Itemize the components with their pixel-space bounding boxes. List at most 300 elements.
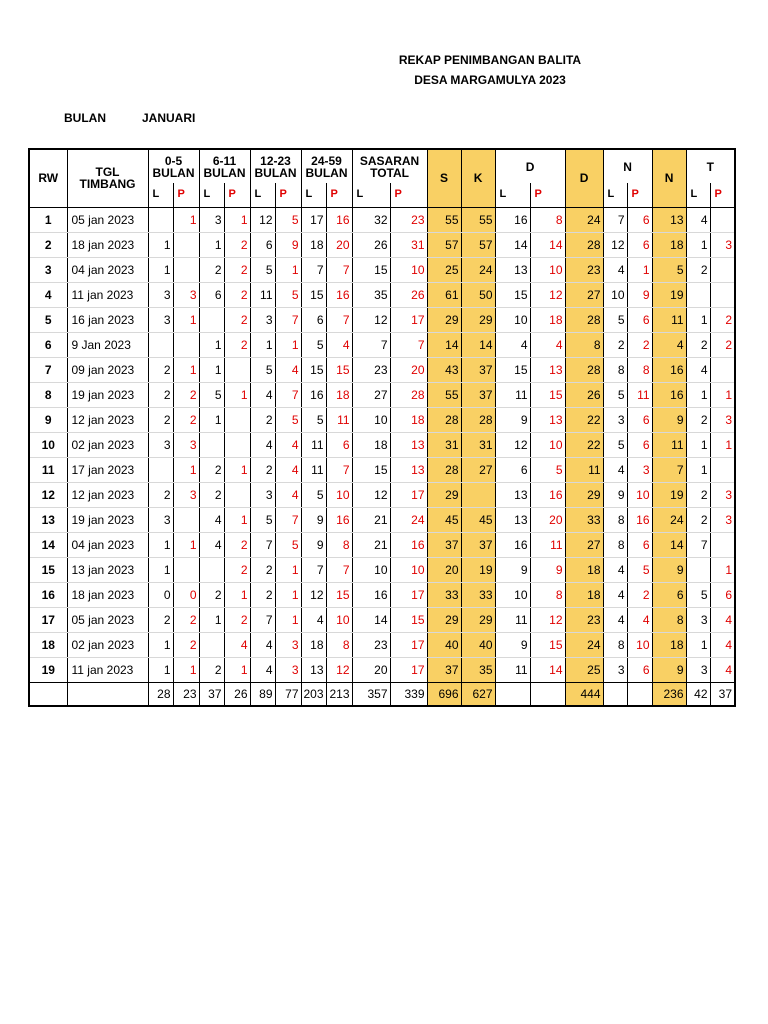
cell-b611l: 4	[199, 507, 224, 532]
cell-b2459l: 7	[301, 557, 326, 582]
cell-b2459p: 20	[326, 232, 352, 257]
cell-rw: 6	[29, 332, 67, 357]
cell-d: 33	[565, 507, 603, 532]
subheader-6-11-l: L	[199, 183, 224, 207]
cell-n: 18	[652, 232, 686, 257]
cell-rw: 14	[29, 532, 67, 557]
cell-tp	[710, 257, 735, 282]
cell-dp: 20	[530, 507, 565, 532]
cell-s: 28	[427, 407, 461, 432]
cell-rw: 19	[29, 657, 67, 682]
total-tp: 37	[710, 682, 735, 706]
cell-b611l: 1	[199, 332, 224, 357]
cell-b611l	[199, 307, 224, 332]
subheader-24-59-p: P	[326, 183, 352, 207]
cell-b1223p: 1	[275, 607, 301, 632]
cell-b611p	[224, 482, 250, 507]
subheader-d-l: L	[495, 183, 530, 207]
cell-tgl: 19 jan 2023	[67, 382, 148, 407]
cell-b05l: 1	[148, 657, 173, 682]
cell-tl: 2	[686, 332, 710, 357]
cell-k: 50	[461, 282, 495, 307]
cell-tp	[710, 282, 735, 307]
cell-s: 25	[427, 257, 461, 282]
cell-b05l: 2	[148, 407, 173, 432]
cell-b611l: 1	[199, 607, 224, 632]
cell-b05l: 0	[148, 582, 173, 607]
cell-b1223l: 3	[250, 482, 275, 507]
cell-b611l	[199, 557, 224, 582]
cell-b611p: 2	[224, 282, 250, 307]
cell-rw: 9	[29, 407, 67, 432]
cell-sasp: 16	[390, 532, 427, 557]
cell-sasl: 12	[352, 482, 390, 507]
cell-tp	[710, 207, 735, 232]
header-0-5-bulan: 0-5 BULAN	[148, 149, 199, 183]
cell-nl: 4	[603, 457, 627, 482]
cell-k: 19	[461, 557, 495, 582]
cell-b611p: 2	[224, 332, 250, 357]
cell-sasl: 10	[352, 407, 390, 432]
cell-n: 9	[652, 407, 686, 432]
cell-tgl: 16 jan 2023	[67, 307, 148, 332]
cell-n: 13	[652, 207, 686, 232]
cell-k: 29	[461, 607, 495, 632]
cell-np: 10	[627, 482, 652, 507]
cell-n: 5	[652, 257, 686, 282]
cell-b611l: 4	[199, 532, 224, 557]
cell-b611p: 2	[224, 257, 250, 282]
cell-tgl: 17 jan 2023	[67, 457, 148, 482]
cell-b2459p: 11	[326, 407, 352, 432]
header-d: D	[565, 149, 603, 207]
cell-s: 33	[427, 582, 461, 607]
cell-sasl: 12	[352, 307, 390, 332]
cell-sasl: 23	[352, 632, 390, 657]
cell-tp: 4	[710, 632, 735, 657]
cell-b1223p: 5	[275, 407, 301, 432]
cell-sasp: 13	[390, 457, 427, 482]
cell-b611p: 2	[224, 532, 250, 557]
cell-dp: 15	[530, 382, 565, 407]
total-b2459p: 213	[326, 682, 352, 706]
cell-b2459l: 5	[301, 332, 326, 357]
cell-tl: 1	[686, 457, 710, 482]
cell-dp: 18	[530, 307, 565, 332]
cell-tl: 2	[686, 407, 710, 432]
cell-tl: 2	[686, 482, 710, 507]
cell-b05l: 3	[148, 307, 173, 332]
cell-b05p: 1	[173, 532, 199, 557]
cell-dp: 14	[530, 232, 565, 257]
cell-b05p: 1	[173, 457, 199, 482]
cell-rw: 3	[29, 257, 67, 282]
cell-b2459p: 7	[326, 557, 352, 582]
cell-b05l: 1	[148, 632, 173, 657]
subheader-n-p: P	[627, 183, 652, 207]
cell-n: 11	[652, 432, 686, 457]
cell-s: 55	[427, 382, 461, 407]
cell-k: 55	[461, 207, 495, 232]
cell-d: 27	[565, 282, 603, 307]
cell-k: 31	[461, 432, 495, 457]
subheader-sasaran-p: P	[390, 183, 427, 207]
cell-b05p: 2	[173, 382, 199, 407]
cell-b1223l: 5	[250, 357, 275, 382]
cell-b611l: 2	[199, 657, 224, 682]
cell-b1223p: 9	[275, 232, 301, 257]
cell-k	[461, 482, 495, 507]
cell-dl: 14	[495, 232, 530, 257]
cell-b1223p: 5	[275, 532, 301, 557]
cell-b1223p: 1	[275, 332, 301, 357]
cell-rw: 1	[29, 207, 67, 232]
cell-dl: 13	[495, 257, 530, 282]
cell-b2459p: 6	[326, 432, 352, 457]
cell-b1223l: 1	[250, 332, 275, 357]
cell-sasl: 15	[352, 257, 390, 282]
cell-tp	[710, 532, 735, 557]
cell-d: 23	[565, 607, 603, 632]
cell-sasl: 35	[352, 282, 390, 307]
cell-k: 37	[461, 382, 495, 407]
cell-tl: 2	[686, 257, 710, 282]
header-tgl-timbang: TGL TIMBANG	[67, 149, 148, 207]
cell-b2459p: 10	[326, 482, 352, 507]
cell-sasp: 17	[390, 632, 427, 657]
cell-dl: 15	[495, 282, 530, 307]
cell-nl: 4	[603, 582, 627, 607]
cell-n: 24	[652, 507, 686, 532]
cell-b05l: 2	[148, 382, 173, 407]
cell-np: 16	[627, 507, 652, 532]
cell-b2459p: 8	[326, 632, 352, 657]
cell-d: 28	[565, 232, 603, 257]
total-dp	[530, 682, 565, 706]
cell-b1223l: 7	[250, 607, 275, 632]
cell-b1223p: 3	[275, 657, 301, 682]
cell-dl: 9	[495, 557, 530, 582]
cell-s: 37	[427, 657, 461, 682]
cell-b1223p: 1	[275, 557, 301, 582]
cell-rw: 4	[29, 282, 67, 307]
cell-sasp: 17	[390, 657, 427, 682]
table-row	[29, 307, 735, 332]
cell-k: 57	[461, 232, 495, 257]
cell-b2459l: 11	[301, 457, 326, 482]
cell-np: 6	[627, 307, 652, 332]
cell-k: 35	[461, 657, 495, 682]
cell-np: 6	[627, 657, 652, 682]
cell-d: 24	[565, 207, 603, 232]
cell-tgl: 04 jan 2023	[67, 532, 148, 557]
cell-b611p: 4	[224, 632, 250, 657]
cell-b05p: 1	[173, 657, 199, 682]
cell-sasp: 24	[390, 507, 427, 532]
cell-tp: 6	[710, 582, 735, 607]
cell-nl: 2	[603, 332, 627, 357]
cell-tgl: 02 jan 2023	[67, 632, 148, 657]
cell-dl: 11	[495, 657, 530, 682]
cell-nl: 12	[603, 232, 627, 257]
cell-nl: 3	[603, 407, 627, 432]
cell-rw: 5	[29, 307, 67, 332]
cell-nl: 4	[603, 557, 627, 582]
cell-b2459l: 5	[301, 407, 326, 432]
cell-nl: 9	[603, 482, 627, 507]
cell-k: 29	[461, 307, 495, 332]
cell-nl: 4	[603, 257, 627, 282]
cell-b2459l: 13	[301, 657, 326, 682]
cell-rw: 10	[29, 432, 67, 457]
cell-tl: 4	[686, 207, 710, 232]
cell-b1223p: 4	[275, 457, 301, 482]
cell-dp: 8	[530, 207, 565, 232]
cell-k: 27	[461, 457, 495, 482]
table-row	[29, 657, 735, 682]
cell-b2459l: 15	[301, 282, 326, 307]
cell-b1223p: 4	[275, 357, 301, 382]
subheader-0-5-l: L	[148, 183, 173, 207]
cell-b2459l: 7	[301, 257, 326, 282]
cell-tl: 5	[686, 582, 710, 607]
cell-dl: 10	[495, 582, 530, 607]
cell-n: 8	[652, 607, 686, 632]
cell-b05p: 1	[173, 207, 199, 232]
cell-np: 11	[627, 382, 652, 407]
cell-sasp: 23	[390, 207, 427, 232]
cell-sasp: 17	[390, 307, 427, 332]
header-rw: RW	[29, 149, 67, 207]
cell-b2459p: 8	[326, 532, 352, 557]
cell-tp: 3	[710, 232, 735, 257]
table-row	[29, 607, 735, 632]
cell-s: 61	[427, 282, 461, 307]
cell-b611p: 1	[224, 507, 250, 532]
cell-dl: 13	[495, 507, 530, 532]
cell-sasp: 10	[390, 557, 427, 582]
month-value: JANUARI	[142, 111, 196, 125]
cell-tl: 4	[686, 357, 710, 382]
total-k: 627	[461, 682, 495, 706]
cell-b611p: 1	[224, 457, 250, 482]
cell-tp	[710, 357, 735, 382]
weighing-recap-table	[28, 148, 736, 707]
cell-s: 40	[427, 632, 461, 657]
cell-b2459p: 7	[326, 257, 352, 282]
cell-tl: 3	[686, 657, 710, 682]
cell-sasl: 18	[352, 432, 390, 457]
cell-b05p	[173, 257, 199, 282]
cell-np: 6	[627, 532, 652, 557]
cell-k: 28	[461, 407, 495, 432]
cell-b05p: 3	[173, 282, 199, 307]
cell-np: 3	[627, 457, 652, 482]
cell-dl: 10	[495, 307, 530, 332]
total-b2459l: 203	[301, 682, 326, 706]
cell-b05l	[148, 332, 173, 357]
cell-tp: 1	[710, 382, 735, 407]
subheader-12-23-l: L	[250, 183, 275, 207]
cell-b1223l: 7	[250, 532, 275, 557]
total-b05p: 23	[173, 682, 199, 706]
cell-b611l: 2	[199, 457, 224, 482]
cell-np: 8	[627, 357, 652, 382]
cell-dl: 9	[495, 632, 530, 657]
cell-tgl: 02 jan 2023	[67, 432, 148, 457]
cell-sasp: 26	[390, 282, 427, 307]
cell-sasl: 23	[352, 357, 390, 382]
cell-sasl: 26	[352, 232, 390, 257]
cell-b05p: 2	[173, 607, 199, 632]
cell-d: 28	[565, 307, 603, 332]
cell-np: 6	[627, 432, 652, 457]
cell-tp: 3	[710, 507, 735, 532]
table-row	[29, 507, 735, 532]
cell-nl: 8	[603, 632, 627, 657]
cell-b1223l: 5	[250, 507, 275, 532]
cell-n: 4	[652, 332, 686, 357]
cell-b2459l: 12	[301, 582, 326, 607]
cell-dp: 15	[530, 632, 565, 657]
report-subtitle: DESA MARGAMULYA 2023	[414, 73, 566, 87]
cell-b05l: 1	[148, 232, 173, 257]
total-b1223l: 89	[250, 682, 275, 706]
cell-k: 40	[461, 632, 495, 657]
cell-tp: 1	[710, 432, 735, 457]
cell-tp	[710, 457, 735, 482]
cell-rw: 11	[29, 457, 67, 482]
cell-k: 24	[461, 257, 495, 282]
cell-b2459l: 17	[301, 207, 326, 232]
cell-b2459p: 16	[326, 207, 352, 232]
cell-d: 28	[565, 357, 603, 382]
cell-rw: 16	[29, 582, 67, 607]
cell-b611p: 1	[224, 582, 250, 607]
cell-d: 26	[565, 382, 603, 407]
cell-dl: 11	[495, 607, 530, 632]
cell-s: 43	[427, 357, 461, 382]
total-sasl: 357	[352, 682, 390, 706]
cell-s: 29	[427, 607, 461, 632]
cell-b611p	[224, 432, 250, 457]
cell-b2459p: 16	[326, 282, 352, 307]
cell-sasp: 17	[390, 582, 427, 607]
cell-dp: 8	[530, 582, 565, 607]
cell-b611l: 1	[199, 407, 224, 432]
cell-b05l: 3	[148, 507, 173, 532]
cell-rw: 12	[29, 482, 67, 507]
cell-sasp: 7	[390, 332, 427, 357]
cell-n: 18	[652, 632, 686, 657]
cell-k: 14	[461, 332, 495, 357]
cell-rw: 13	[29, 507, 67, 532]
cell-sasl: 10	[352, 557, 390, 582]
cell-b1223p: 7	[275, 307, 301, 332]
cell-b1223l: 4	[250, 632, 275, 657]
cell-dp: 10	[530, 432, 565, 457]
cell-n: 19	[652, 282, 686, 307]
cell-rw: 7	[29, 357, 67, 382]
cell-sasp: 15	[390, 607, 427, 632]
cell-dp: 13	[530, 407, 565, 432]
cell-nl: 5	[603, 307, 627, 332]
cell-sasl: 21	[352, 507, 390, 532]
cell-b05l: 3	[148, 282, 173, 307]
cell-dl: 16	[495, 532, 530, 557]
cell-dp: 4	[530, 332, 565, 357]
header-k: K	[461, 149, 495, 207]
subheader-n-l: L	[603, 183, 627, 207]
cell-b611p: 1	[224, 657, 250, 682]
cell-tp: 4	[710, 657, 735, 682]
cell-b611p: 1	[224, 382, 250, 407]
cell-b1223l: 2	[250, 407, 275, 432]
cell-b2459l: 18	[301, 232, 326, 257]
cell-s: 55	[427, 207, 461, 232]
cell-s: 57	[427, 232, 461, 257]
cell-nl: 8	[603, 532, 627, 557]
subheader-t-p: P	[710, 183, 735, 207]
cell-tgl: 11 jan 2023	[67, 282, 148, 307]
cell-tp: 2	[710, 332, 735, 357]
total-tl: 42	[686, 682, 710, 706]
cell-sasp: 10	[390, 257, 427, 282]
subheader-0-5-p: P	[173, 183, 199, 207]
cell-nl: 10	[603, 282, 627, 307]
cell-b05p: 0	[173, 582, 199, 607]
cell-b1223p: 4	[275, 432, 301, 457]
total-dl	[495, 682, 530, 706]
total-b1223p: 77	[275, 682, 301, 706]
cell-b611p: 2	[224, 307, 250, 332]
cell-tgl: 12 jan 2023	[67, 407, 148, 432]
cell-tgl: 04 jan 2023	[67, 257, 148, 282]
cell-n: 16	[652, 382, 686, 407]
cell-dp: 13	[530, 357, 565, 382]
cell-np: 10	[627, 632, 652, 657]
cell-b2459l: 6	[301, 307, 326, 332]
cell-b611p: 2	[224, 557, 250, 582]
cell-tgl: 19 jan 2023	[67, 507, 148, 532]
cell-d: 18	[565, 582, 603, 607]
table-row	[29, 257, 735, 282]
cell-tgl: 12 jan 2023	[67, 482, 148, 507]
cell-n: 7	[652, 457, 686, 482]
cell-b2459l: 4	[301, 607, 326, 632]
cell-np: 2	[627, 332, 652, 357]
cell-dp: 14	[530, 657, 565, 682]
cell-np: 6	[627, 207, 652, 232]
cell-rw: 15	[29, 557, 67, 582]
cell-b05p: 3	[173, 432, 199, 457]
cell-b2459l: 18	[301, 632, 326, 657]
table-row	[29, 357, 735, 382]
cell-rw: 8	[29, 382, 67, 407]
table-row	[29, 207, 735, 232]
cell-d: 24	[565, 632, 603, 657]
cell-b1223p: 5	[275, 207, 301, 232]
cell-tgl: 05 jan 2023	[67, 607, 148, 632]
table-row	[29, 282, 735, 307]
cell-b611l	[199, 632, 224, 657]
cell-n: 6	[652, 582, 686, 607]
cell-np: 9	[627, 282, 652, 307]
cell-tgl: 9 Jan 2023	[67, 332, 148, 357]
cell-tgl: 18 jan 2023	[67, 582, 148, 607]
cell-d: 22	[565, 407, 603, 432]
total-tgl	[67, 682, 148, 706]
